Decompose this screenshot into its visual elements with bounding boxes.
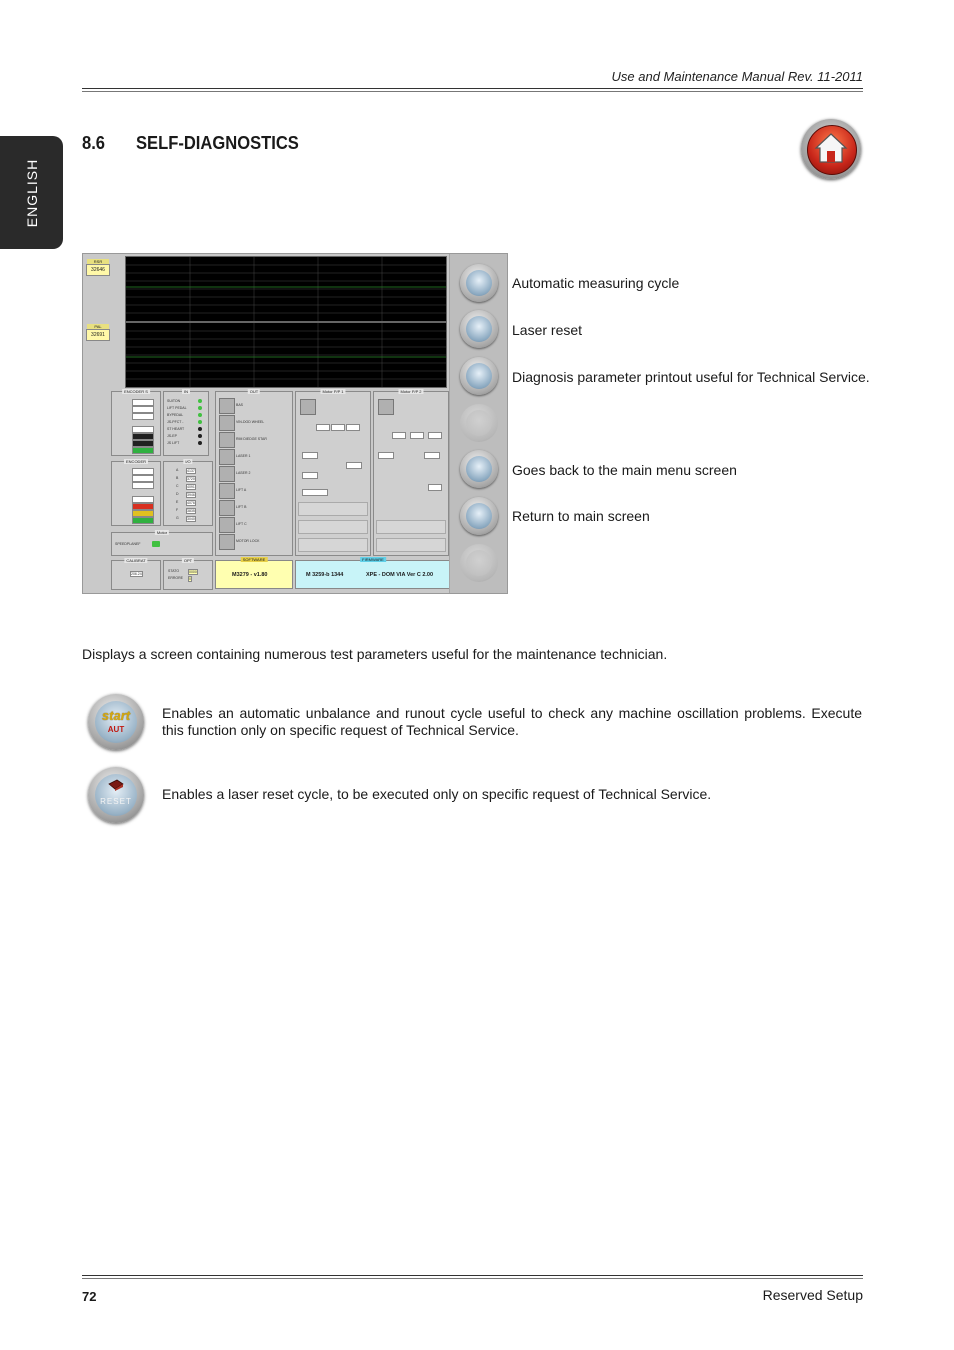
motor-pp1-field-6 (346, 462, 362, 469)
screen-start-aut-button[interactable] (460, 264, 498, 302)
screen-back-button[interactable] (460, 450, 498, 488)
in-item-1: SUITON (167, 399, 181, 403)
printer-icon (466, 363, 492, 389)
out-item-4: LASER 1 (236, 454, 251, 458)
start-label: start (101, 708, 131, 723)
motor-pp2-field-1 (392, 432, 406, 439)
header-rule-thin (82, 91, 863, 92)
diagnostic-screen (82, 253, 508, 594)
motor-pp1-field-3 (346, 424, 360, 431)
in-item-2: LIFT PEDAL (167, 406, 187, 410)
out-item-7: LIFT B (236, 505, 247, 509)
motor-pp2-field-2 (410, 432, 424, 439)
in-item-4: JS-PFCT - (167, 420, 184, 424)
in-panel (163, 391, 209, 456)
laser-reset-icon (466, 316, 492, 342)
in-led-4 (198, 420, 202, 424)
out-item-6: LIFT A (236, 488, 247, 492)
motor-pp1-field-5 (302, 472, 318, 479)
out-item-1: BAS (236, 403, 244, 407)
motor-pp1-panel (295, 391, 371, 556)
io-value-e: 4076 (187, 501, 195, 505)
opt-value-1: 0000 (189, 570, 197, 574)
in-led-5 (198, 427, 202, 431)
io-letter-f: F (176, 508, 179, 512)
calibrat-panel (111, 560, 161, 590)
motor-pp2-button-1[interactable] (376, 520, 446, 534)
motor-pp1-button-3[interactable] (298, 538, 368, 552)
motor-title: Motor (156, 530, 168, 535)
motor-state-label: SPEEDPLANEF (115, 542, 141, 546)
laser-reset-button[interactable] (88, 767, 144, 823)
firmware-box (295, 557, 451, 589)
legend-home: Return to main screen (512, 508, 650, 524)
out-button-7[interactable] (219, 500, 235, 516)
in-item-7: JS LIFT (167, 441, 180, 445)
motor-pp1-button-2[interactable] (298, 520, 368, 534)
io-letter-b: B (176, 476, 179, 480)
motor-pp2-field-6 (428, 484, 442, 491)
motor-pp2-field-3 (428, 432, 442, 439)
language-label: ENGLISH (23, 158, 40, 227)
calibrat-value: 206.24 (131, 572, 142, 576)
out-item-3: RIM DIEDGE STAR (236, 437, 267, 441)
out-button-2[interactable] (219, 415, 235, 431)
in-title: IN (184, 389, 188, 394)
io-value-b: 3720 (187, 477, 195, 481)
out-button-1[interactable] (219, 398, 235, 414)
encoder-bar-3 (132, 517, 154, 524)
software-version: M3279 - v1.80 (232, 572, 268, 578)
screen-home-button[interactable] (460, 497, 498, 535)
in-led-2 (198, 406, 202, 410)
graph-top-grid (126, 257, 446, 321)
home-button[interactable] (801, 119, 861, 179)
encoder-s-field-3 (132, 413, 154, 420)
io-value-g: 3040 (187, 517, 195, 521)
motor-pp2-on-button[interactable] (378, 399, 394, 415)
encoder-s-bar-2 (132, 440, 154, 447)
encoder-s-bar-1 (132, 433, 154, 440)
opt-title: OPT (183, 558, 193, 563)
feature-start-aut-text: Enables an automatic unbalance and runout cycle useful to check any machine oscillation problems. Execute this function only on specific request of Technical Service. (162, 705, 862, 738)
legend-automatic-cycle: Automatic measuring cycle (512, 275, 680, 291)
io-title: I/O (185, 459, 191, 464)
motor-pp2-panel (373, 391, 449, 556)
io-letter-c: C (176, 484, 179, 488)
out-item-5: LASER 2 (236, 471, 251, 475)
reset-label: RESET (100, 797, 132, 806)
motor-pp1-field-7 (302, 489, 328, 496)
start-aut-icon (466, 270, 492, 296)
encoder-s-field-1 (132, 399, 154, 406)
io-value-f: 3835 (187, 509, 195, 513)
screen-empty-button-2 (460, 544, 498, 582)
firmware-version-2: XPE - DOM VIA Ver C 2.00 (366, 572, 434, 578)
opt-panel (163, 560, 213, 590)
legend-print: Diagnosis parameter printout useful for Technical Service. (512, 369, 870, 385)
encoder-s-bar-3 (132, 447, 154, 454)
legend-back-menu: Goes back to the main menu screen (512, 462, 737, 478)
rsr-value: 32646 (91, 267, 105, 273)
legend-laser-reset: Laser reset (512, 322, 583, 338)
encoder-bar-2 (132, 510, 154, 517)
pal-value: 32691 (91, 332, 105, 338)
encoder-field-1 (132, 468, 154, 475)
encoder-field-2 (132, 475, 154, 482)
motor-pp2-field-4 (378, 452, 394, 459)
in-led-1 (198, 399, 202, 403)
out-item-2: VIN-DOD WHEEL (236, 420, 265, 424)
encoder-field-3 (132, 482, 154, 489)
language-tab (0, 136, 63, 249)
out-button-5[interactable] (219, 466, 235, 482)
graph-top (125, 256, 447, 322)
page-number: 72 (82, 1289, 97, 1304)
motor-pp1-field-4 (302, 452, 318, 459)
footer-section: Reserved Setup (762, 1287, 863, 1303)
back-arrow-icon (466, 456, 492, 482)
start-aut-button[interactable] (88, 694, 144, 750)
manual-title: Use and Maintenance Manual Rev. 11-2011 (611, 69, 863, 84)
graph-bottom-grid (126, 323, 446, 387)
screen-empty-button-1 (460, 404, 498, 442)
out-button-4[interactable] (219, 449, 235, 465)
rsr-value-box (86, 259, 110, 276)
io-letter-a: A (176, 468, 179, 472)
out-button-6[interactable] (219, 483, 235, 499)
encoder-field-4 (132, 496, 154, 503)
in-item-6: JS-EP (167, 434, 177, 438)
io-value-c: 4091 (187, 485, 195, 489)
motor-pp1-field-1 (316, 424, 330, 431)
calibrat-title: CALIBRAT (126, 558, 146, 563)
encoder-s-title: ENCODER S (124, 389, 148, 394)
io-letter-e: E (176, 500, 179, 504)
footer-rule (82, 1275, 863, 1276)
home-icon (466, 503, 492, 529)
motor-led (152, 541, 160, 547)
header-rule (82, 88, 863, 89)
io-value-a: 4137 (187, 469, 195, 473)
in-led-3 (198, 413, 202, 417)
section-number: 8.6 (82, 133, 106, 153)
encoder-s-field-4 (132, 426, 154, 433)
out-button-8[interactable] (219, 517, 235, 533)
opt-value-2: 0 (189, 577, 191, 581)
software-box (215, 557, 293, 589)
out-button-3[interactable] (219, 432, 235, 448)
screen-laser-reset-button[interactable] (460, 310, 498, 348)
in-led-6 (198, 434, 202, 438)
motor-pp1-button-1[interactable] (298, 502, 368, 516)
laser-device-icon (107, 778, 125, 792)
feature-laser-reset-text: Enables a laser reset cycle, to be executed only on specific request of Technical Service. (162, 786, 712, 802)
firmware-label: FIRMWARE (362, 557, 384, 562)
encoder-title: ENCODER (125, 459, 147, 464)
section-title: SELF-DIAGNOSTICS (136, 133, 299, 153)
encoder-panel (111, 461, 161, 526)
home-icon (813, 130, 849, 166)
out-item-9: MOTOR LOCK (236, 539, 260, 543)
encoder-s-panel (111, 391, 161, 456)
in-item-5: ST HEART (167, 427, 185, 431)
motor-pp2-button-2[interactable] (376, 538, 446, 552)
out-item-8: LIFT C (236, 522, 247, 526)
in-led-7 (198, 441, 202, 445)
io-letter-d: D (176, 492, 179, 496)
encoder-bar-1 (132, 503, 154, 510)
software-label: SOFTWARE (242, 557, 266, 562)
opt-label-2: ERRORE (168, 576, 183, 580)
motor-pp2-field-5 (424, 452, 440, 459)
motor-pp2-title: Motor P/P 2 (400, 389, 422, 394)
aut-label: AUT (107, 725, 125, 734)
motor-panel (111, 532, 213, 556)
firmware-version-1: M 3259-b 1344 (306, 572, 344, 578)
pal-label: PAL (87, 324, 109, 329)
motor-pp1-field-2 (331, 424, 345, 431)
rsr-label: RSR (87, 259, 109, 264)
out-title: OUT (249, 389, 259, 394)
encoder-s-field-2 (132, 406, 154, 413)
pal-value-box (86, 324, 110, 341)
in-item-3: BYPEDAL (167, 413, 184, 417)
graph-bottom (125, 322, 447, 388)
motor-pp1-on-button[interactable] (300, 399, 316, 415)
motor-pp1-title: Motor P/P 1 (322, 389, 344, 394)
io-value-d: 3946 (187, 493, 195, 497)
footer-rule-thin (82, 1278, 863, 1279)
io-panel (163, 461, 213, 526)
out-button-9[interactable] (219, 534, 235, 550)
io-letter-g: G (176, 516, 179, 520)
out-panel (215, 391, 293, 556)
intro-text: Displays a screen containing numerous test parameters useful for the maintenance technician. (82, 646, 668, 662)
opt-label-1: STATO (168, 569, 180, 573)
screen-print-button[interactable] (460, 357, 498, 395)
